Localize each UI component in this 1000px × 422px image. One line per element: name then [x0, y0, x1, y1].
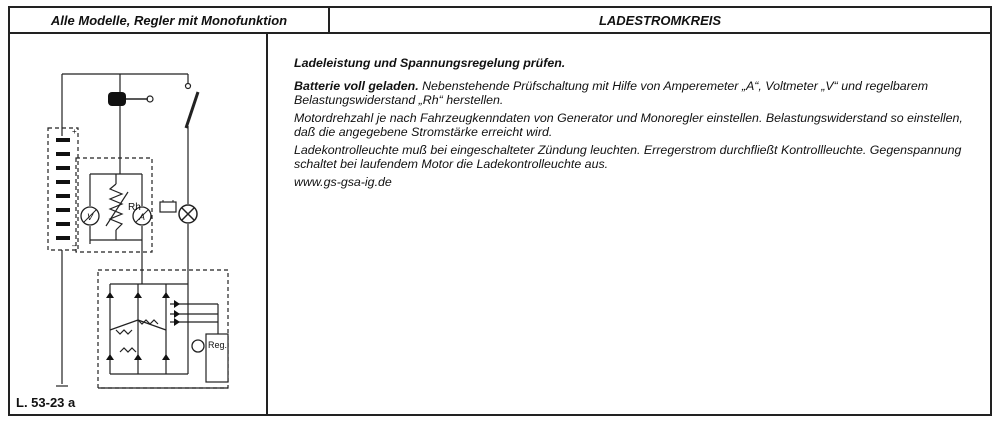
paragraph-engine-speed: Motordrehzahl je nach Fahrzeugkenndaten von Generator und Monoregler einstellen. Belastungswiderstand so einstellen, daß die angegebene Stromstärke erreicht wird. [294, 111, 963, 139]
label-ammeter: A [139, 212, 146, 222]
label-rheostat: Rh [128, 202, 141, 213]
battery-charge-icon [160, 200, 176, 212]
section-title: Ladeleistung und Spannungsregelung prüfen. [294, 56, 566, 70]
label-voltmeter: V [87, 212, 94, 222]
figure-label: L. 53-23 a [16, 395, 76, 410]
label-battery-minus: – [72, 241, 77, 250]
rectifier-diodes [106, 292, 180, 360]
website-link[interactable]: www.gs-gsa-ig.de [294, 175, 392, 189]
instruction-text [294, 56, 984, 193]
header-section-title: LADESTROMKREIS [598, 12, 722, 28]
ignition-key-icon [108, 92, 153, 106]
header-model-scope: Alle Modelle, Regler mit Monofunktion [10, 8, 330, 32]
charging-circuit-diagram [10, 34, 266, 414]
paragraph-battery [294, 79, 984, 107]
document-sheet [8, 6, 992, 416]
header-row [10, 8, 990, 34]
paragraph-battery-text: Nebenstehende Prüfschaltung mit Hilfe von Amperemeter „A“, Voltmeter „V“ und regelbarem Belastungswiderstand „Rh“ herstellen. [294, 79, 929, 107]
label-battery-plus: + [72, 127, 77, 136]
paragraph-warning-lamp: Ladekontrolleuchte muß bei eingeschalteter Zündung leuchten. Erregerstrom durchfließt Kontrollleuchte. Gegenspannung schaltet bei laufendem Motor die Ladekontrolleuchte aus. [294, 143, 962, 171]
circuit-diagram-panel [10, 34, 268, 414]
charge-warning-lamp-icon [179, 205, 197, 223]
paragraph-battery-lead: Batterie voll geladen. [294, 79, 419, 93]
ignition-switch-icon [186, 84, 199, 129]
label-regulator: Reg. [208, 340, 228, 350]
